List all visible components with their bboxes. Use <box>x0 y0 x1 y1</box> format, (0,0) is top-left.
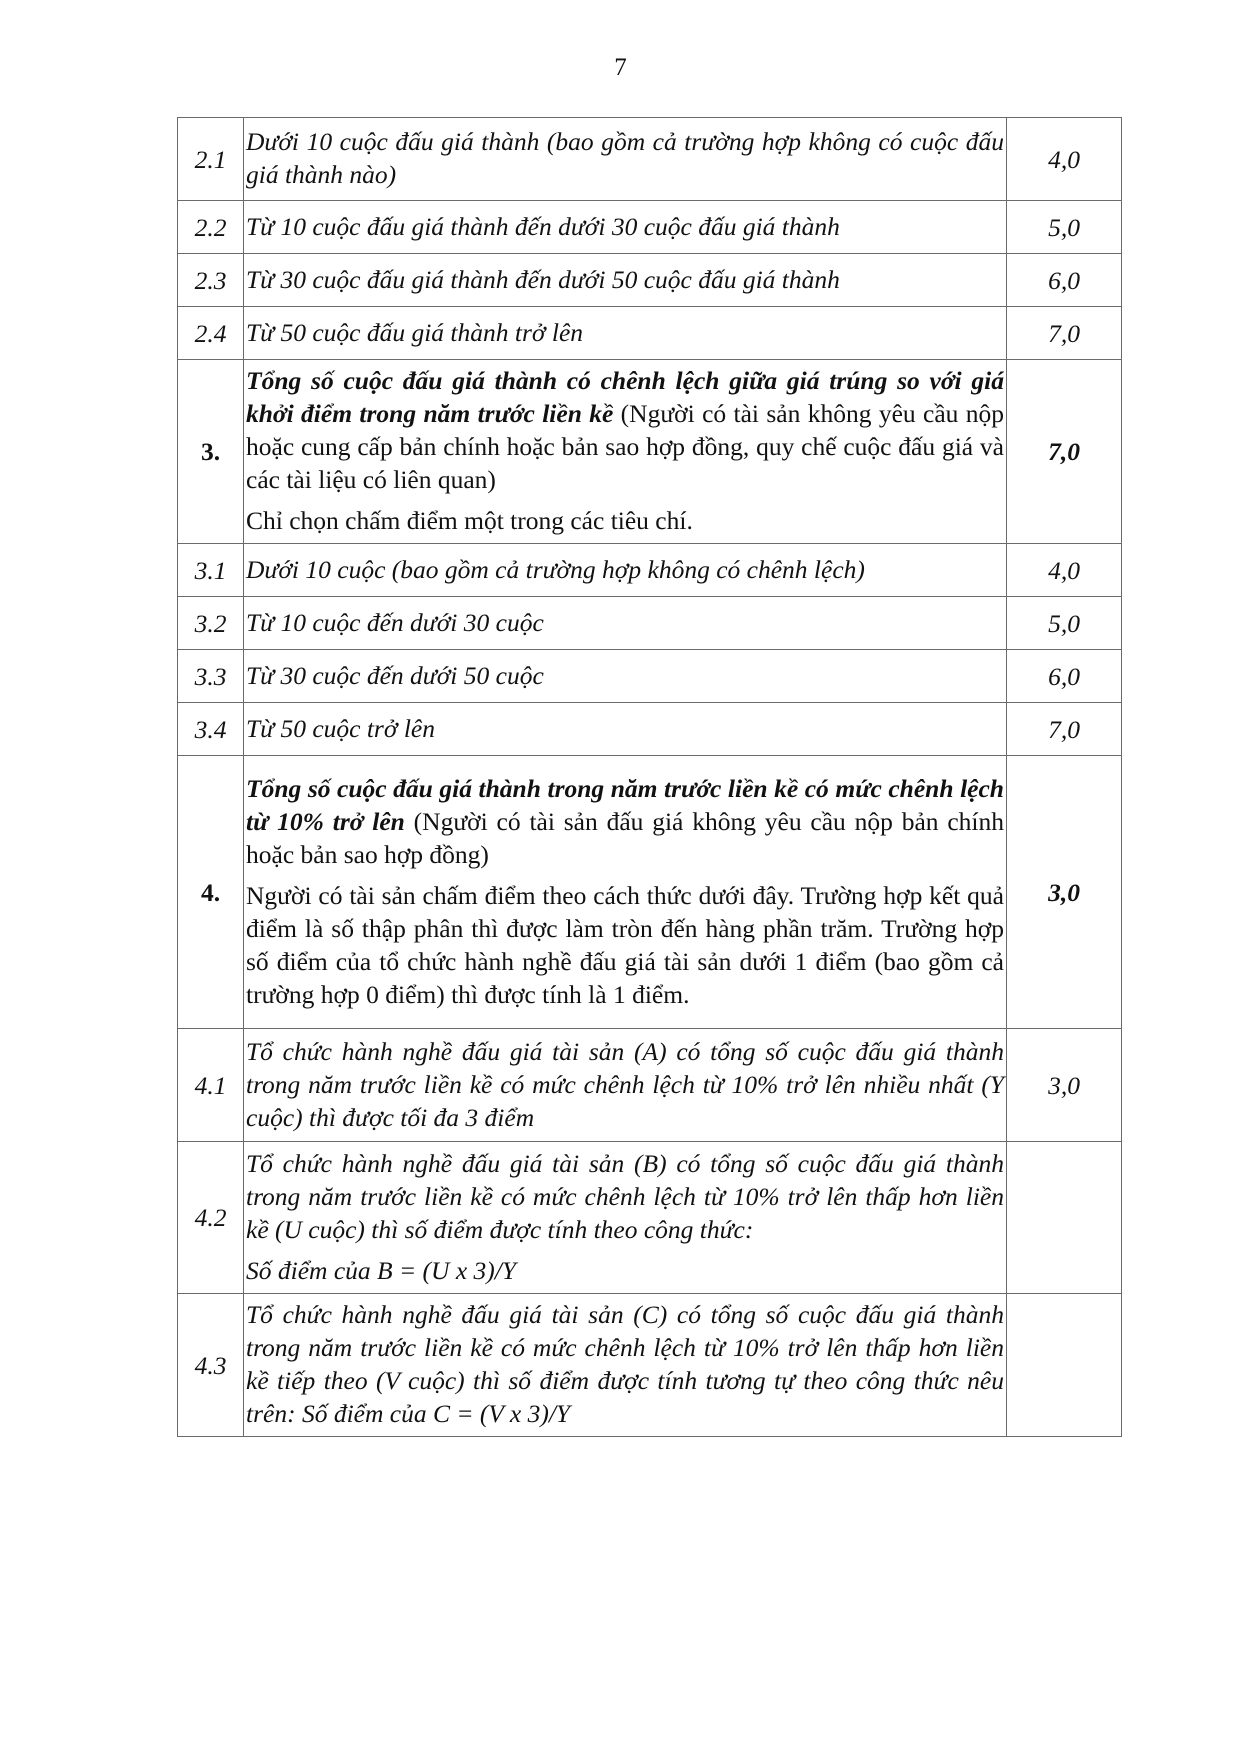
row-score: 6,0 <box>1007 254 1122 307</box>
row-score: 5,0 <box>1007 201 1122 254</box>
table-row <box>178 201 1122 254</box>
section-title: Tổng số cuộc đấu giá thành có chênh lệch giữa giá trúng so với giá khởi điểm trong năm trước liền kề <box>246 366 1004 428</box>
row-score: 6,0 <box>1007 650 1122 703</box>
row-description: Từ 50 cuộc trở lên <box>244 703 1007 756</box>
section-note: (Người có tài sản không yêu cầu nộp hoặc cung cấp bản chính hoặc bản sao hợp đồng, quy chế cuộc đấu giá và các tài liệu có liên quan) <box>246 399 1004 494</box>
row-number: 3.4 <box>178 703 244 756</box>
section-note: (Người có tài sản đấu giá không yêu cầu nộp bản chính hoặc bản sao hợp đồng) <box>246 806 1004 869</box>
section-description <box>244 360 1007 544</box>
row-formula: Số điểm của B = (U x 3)/Y <box>246 1255 517 1285</box>
row-score: 4,0 <box>1007 544 1122 597</box>
table-row <box>178 597 1122 650</box>
section-paragraph <box>246 364 1004 496</box>
table-row-section <box>178 360 1122 544</box>
row-description <box>244 1142 1007 1294</box>
row-score: 3,0 <box>1007 1029 1122 1142</box>
row-number: 3.2 <box>178 597 244 650</box>
section-number: 4. <box>178 756 244 1029</box>
section-score: 7,0 <box>1007 360 1122 544</box>
section-instruction: Người có tài sản chấm điểm theo cách thức dưới đây. Trường hợp kết quả điểm là số thập phân thì được làm tròn đến hàng phần trăm. Trường hợp số điểm của tổ chức hành nghề đấu giá tài sản dưới 1 điểm (bao gồm cả trường hợp 0 điểm) thì được tính là 1 điểm. <box>246 880 1004 1009</box>
table-row <box>178 254 1122 307</box>
section-description <box>244 756 1007 1029</box>
row-description: Tổ chức hành nghề đấu giá tài sản (A) có tổng số cuộc đấu giá thành trong năm trước liền kề có mức chênh lệch từ 10% trở lên nhiều nhất (Y cuộc) thì được tối đa 3 điểm <box>244 1029 1007 1142</box>
row-description: Từ 10 cuộc đấu giá thành đến dưới 30 cuộc đấu giá thành <box>244 201 1007 254</box>
row-number: 2.2 <box>178 201 244 254</box>
section-paragraph <box>246 772 1004 871</box>
row-number: 2.4 <box>178 307 244 360</box>
row-number: 2.1 <box>178 118 244 201</box>
table-row <box>178 1029 1122 1142</box>
table-row <box>178 1142 1122 1294</box>
table-row <box>178 1294 1122 1437</box>
row-description: Từ 10 cuộc đến dưới 30 cuộc <box>244 597 1007 650</box>
row-description: Từ 30 cuộc đến dưới 50 cuộc <box>244 650 1007 703</box>
section-instruction: Chỉ chọn chấm điểm một trong các tiêu chí. <box>246 506 693 535</box>
table-row <box>178 307 1122 360</box>
row-description-text: Tổ chức hành nghề đấu giá tài sản (B) có tổng số cuộc đấu giá thành trong năm trước liền kề có mức chênh lệch từ 10% trở lên thấp hơn liền kề (U cuộc) thì số điểm được tính theo công thức: <box>246 1148 1004 1244</box>
table-row <box>178 650 1122 703</box>
table-row <box>178 703 1122 756</box>
table-row-section <box>178 756 1122 1029</box>
row-number: 2.3 <box>178 254 244 307</box>
section-number: 3. <box>178 360 244 544</box>
row-score: 7,0 <box>1007 703 1122 756</box>
row-number: 4.3 <box>178 1294 244 1437</box>
section-score: 3,0 <box>1007 756 1122 1029</box>
row-description: Từ 50 cuộc đấu giá thành trở lên <box>244 307 1007 360</box>
row-description: Dưới 10 cuộc (bao gồm cả trường hợp không có chênh lệch) <box>244 544 1007 597</box>
row-score <box>1007 1294 1122 1437</box>
row-score <box>1007 1142 1122 1294</box>
table-row <box>178 544 1122 597</box>
row-score: 4,0 <box>1007 118 1122 201</box>
section-title: Tổng số cuộc đấu giá thành trong năm trước liền kề có mức chênh lệch từ 10% trở lên <box>246 773 1004 836</box>
table-row <box>178 118 1122 201</box>
row-description: Tổ chức hành nghề đấu giá tài sản (C) có tổng số cuộc đấu giá thành trong năm trước liền kề có mức chênh lệch từ 10% trở lên thấp hơn liền kề tiếp theo (V cuộc) thì số điểm được tính tương tự theo công thức nêu trên: Số điểm của C = (V x 3)/Y <box>244 1294 1007 1437</box>
row-number: 3.3 <box>178 650 244 703</box>
row-number: 4.2 <box>178 1142 244 1294</box>
row-description: Dưới 10 cuộc đấu giá thành (bao gồm cả trường hợp không có cuộc đấu giá thành nào) <box>244 118 1007 201</box>
row-score: 5,0 <box>1007 597 1122 650</box>
row-number: 4.1 <box>178 1029 244 1142</box>
row-number: 3.1 <box>178 544 244 597</box>
page-number: 7 <box>614 54 627 81</box>
criteria-table <box>177 117 1122 1437</box>
row-description: Từ 30 cuộc đấu giá thành đến dưới 50 cuộc đấu giá thành <box>244 254 1007 307</box>
row-score: 7,0 <box>1007 307 1122 360</box>
